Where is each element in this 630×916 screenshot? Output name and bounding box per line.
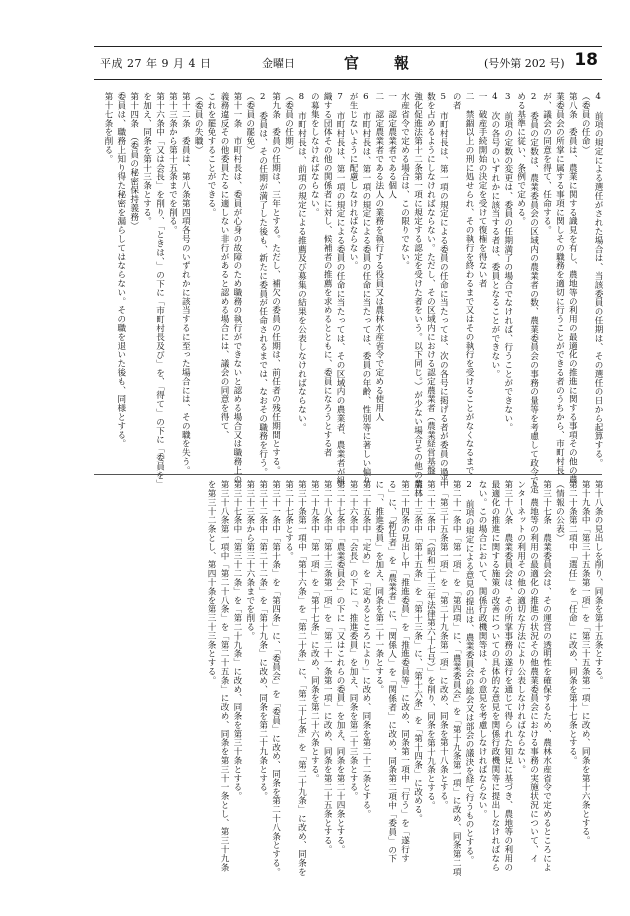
text-column: これを罷免することができる。 bbox=[206, 92, 217, 217]
text-column: 二 禁錮以上の刑に処せられ、その執行を終わるまで又はその執行を受けることがなくなるまで bbox=[464, 92, 475, 475]
text-column: が生じないように配慮しなければならない。 bbox=[348, 92, 358, 270]
text-column: の者 bbox=[451, 92, 462, 110]
tier-divider bbox=[94, 474, 602, 475]
text-column: を第三十二条とし、第四十条を第三十三条とする。 bbox=[206, 480, 217, 685]
text-column: 第二十三条中「第十五条」を「第十三条」に、「第十六条」を「第十四条」に改める。 bbox=[412, 480, 423, 823]
text-column: 第十六条中「又は会長」を削り、「ときは、」の下に「市町村長及び」を、「得て」の下に「委員を」 bbox=[154, 92, 165, 489]
text-column: （委員の任期） bbox=[283, 92, 294, 155]
text-column: 第八条 委員は、農業に関する識見を有し、農地等の利用の最適化の推進に関する事項その他の農 bbox=[567, 92, 578, 484]
text-column: 第三十一条中「第十条」を「第四条」に、「委員会」を「委員」に改め、同条を第二十八条とする。 bbox=[270, 480, 281, 877]
text-column: 数を占めるようにしなければならない。ただし、その区域内における認定農業者（農業経営基盤 bbox=[425, 92, 436, 475]
text-column: 第三十七条 農業委員会は、その運営の透明性を確保するため、農林水産省令で定めるところによ bbox=[541, 480, 552, 872]
text-column: 二 認定農業者である法人の業務を執行する役員又は農林水産省令で定める使用人 bbox=[373, 92, 384, 422]
text-column: ない。この場合において、関係行政機関等は、その意見を考慮しなければならない。 bbox=[477, 480, 487, 819]
header-bottom-rule bbox=[94, 79, 602, 80]
text-column: る」に、「新任者」を「農業者」に、「関係人」を「関係者」に改め、同条第二項中「委員」の下 bbox=[386, 480, 397, 863]
text-column: 2 委員は、その任期が満了した後も、新たに委員が任命されるまでは、なおその職務を行う。 bbox=[257, 92, 268, 477]
text-column: 3 前項の定数の変更は、委員の任期満了の場合でなければ、行うことができない。 bbox=[502, 92, 513, 432]
text-column: が、議会の同意を得て、任命する。 bbox=[541, 92, 552, 235]
text-column: 第二十二条中「（昭和三十三年法律第六十七号）」を削り、同条を第十九条とする。 bbox=[425, 480, 436, 810]
text-column: （委員の任命） bbox=[580, 92, 591, 155]
text-column: の募集をしなければならない。 bbox=[309, 92, 320, 217]
text-column: 第二十一条中「第一項」を「第四項」に、「農業委員会」を「第十九条第一項」に改め、同条第二項 bbox=[451, 480, 462, 877]
text-column: 織する団体その他の関係者に対し、候補者の推薦を求めるとともに、委員になろうとする者 bbox=[322, 92, 333, 457]
issue-weekday: 金曜日 bbox=[262, 57, 295, 70]
page-header bbox=[94, 46, 602, 80]
text-column: 第十二条 委員は、第八条第四項各号のいずれかに該当するに至った場合には、その職を失う。 bbox=[180, 92, 191, 475]
lower-tier-text bbox=[94, 480, 602, 900]
text-column: 第二十条第二項中「選任」を「任命」に改め、同条を第十七条とする。 bbox=[567, 480, 578, 765]
text-column: 強化促進法第十二条第一項に規定する認定を受けた者をいう。以下同じ。）が少ない場合その他の農林 bbox=[412, 92, 423, 498]
text-column: 第三十二条中「第二十二条」を「第十九条」に改め、同条を第二十九条とする。 bbox=[257, 480, 268, 801]
text-column: 第十三条から第十五条までを削る。 bbox=[167, 92, 178, 235]
text-column: 第二十九条中「第一項」を「第十七条」に改め、同条を第二十六条とする。 bbox=[309, 480, 320, 783]
text-column: 第三十七条中「第三十二条」を「第二十九条」に改め、同条を第三十条とする。 bbox=[231, 480, 242, 801]
text-column: （委員の罷免） bbox=[244, 92, 255, 155]
text-column: （委員の失職） bbox=[193, 92, 204, 155]
text-column: 第十九条中「第三十五条第一項」を「第三十五条第一項」に改め、同条を第十六条とする。 bbox=[580, 480, 591, 845]
text-column: 4 次の各号のいずれかに該当する者は、委員となることができない。 bbox=[489, 92, 500, 379]
text-column: 業委員会の所掌に属する事項に関しその職務を適切に行うことができる者のうちから、市町村長 bbox=[554, 92, 565, 475]
text-column: 4 前項の規定による選任がされた場合は、当該委員の任期は、その選任の日から起算する。 bbox=[593, 92, 604, 468]
header-top-rule bbox=[94, 46, 602, 47]
issue-date: 平成 27 年 9 月 4 日 bbox=[100, 57, 212, 70]
text-column: 第九条 委員の任期は、三年とする。ただし、補欠の委員の任期は、前任者の残任期間とする。 bbox=[270, 92, 281, 475]
text-column: 第二十六条中「会長」の下に「、推進委員」を加え、同条を第二十三条とする。 bbox=[348, 480, 358, 801]
text-column: 2 委員の定数は、農業委員会の区域内の農業者の数、農業委員会の事務の量等を考慮して政令で定 bbox=[528, 92, 539, 494]
text-column: 水産省令で定める場合は、この限りでない。 bbox=[399, 92, 410, 270]
gazette-title: 官 報 bbox=[344, 54, 420, 72]
text-column: 第二十五条中「定め」を「定めるところにより」に改め、同条を第二十二条とする。 bbox=[360, 480, 371, 819]
issue-number: (号外第 202 号) bbox=[484, 57, 565, 70]
text-column: 8 市町村長は、前項の規定による推薦及び募集の結果を公表しなければならない。 bbox=[296, 92, 307, 432]
text-column: 第三十三条から第三十六条までを削る。 bbox=[244, 480, 255, 641]
upper-tier-text bbox=[94, 92, 604, 498]
text-column: 第十四条 （委員の秘密保持義務） bbox=[128, 92, 139, 231]
text-column: 第三十八条第一項中「第二十八条」を「第二十五条」に改め、同条を第三十一条とし、第三十九条 bbox=[219, 480, 229, 872]
text-column: を加え、同条を第十三条とする。 bbox=[141, 92, 152, 226]
text-column: 2 前項の規定による意見の提出は、農業委員会の総会又は部会の議決を経て行うものとする。 bbox=[464, 480, 475, 865]
text-column: 中「第三十五条第一項」を「第二十九条第一項」に改め、同条を第十八条とする。 bbox=[438, 480, 449, 810]
text-column: 第二十七条とする。 bbox=[283, 480, 294, 561]
text-column: 第二十八条中「第十三条第一項」を「第二十一条第一項」に改め、同条を第二十五条とする。 bbox=[322, 480, 333, 854]
text-column: 義務違反その他委員たるに適しない非行があると認める場合には、議会の同意を得て、 bbox=[219, 92, 229, 440]
text-column: 一 破産手続開始の決定を受けて復権を得ない者 bbox=[477, 92, 487, 288]
text-column: 第三十条第一項中「第十六条」を「第二十条」に、「第二十七条」を「第二十九条」に改め、同条を bbox=[296, 480, 307, 877]
text-column: 第二十七条中「農業委員会」の下に「又はこれらの委員」を加え、同条を第二十四条とする。 bbox=[335, 480, 346, 854]
text-column: 5 市町村長は、第一項の規定による委員の任命に当たっては、次の各号に掲げる者が委員の過半 bbox=[438, 92, 449, 485]
text-column: 第三十八条 農業委員会は、その所掌事務の遂行を通じて得られた知見に基づき、農地等の利用の bbox=[502, 480, 513, 872]
text-column: り、農地等の利用の最適化の推進の状況その他農業委員会における事務の実施状況について、イ bbox=[528, 480, 539, 863]
text-column: に「、推進委員」を加え、同条を第二十一条とする。 bbox=[373, 480, 384, 694]
text-column: 一 認定農業者である個人 bbox=[386, 92, 397, 199]
text-column: （情報の公表） bbox=[554, 480, 565, 543]
text-column: 最適化の推進に関する施策の改善についての具体的な意見を関係行政機関等に提出しなければなら bbox=[489, 480, 500, 872]
text-column: める基準に従い、条例で定める。 bbox=[515, 92, 526, 226]
page-number: 18 bbox=[574, 50, 598, 70]
text-column: 委員は、職務上知り得た秘密を漏らしてはならない。その職を退いた後も、同様とする。 bbox=[115, 92, 126, 448]
text-column: 第二十四条の見出し中「推進委員」を「推進委員等」に改め、同条第一項中「行う」を「遂行す bbox=[399, 480, 410, 863]
text-column: 第十七条を削る。 bbox=[102, 92, 113, 164]
text-column: 6 市町村長は、第一項の規定による委員の任命に当たっては、委員の年齢、性別等に著しい偏り bbox=[360, 92, 371, 485]
text-column: ンターネットの利用その他の適切な方法により公表しなければならない。 bbox=[515, 480, 526, 774]
text-column: 第十一条 市町村長は、委員が心身の故障のため職務の執行ができないと認める場合又は職務上の bbox=[231, 92, 242, 484]
text-column: 第十八条の見出しを削り、同条を第十五条とする。 bbox=[593, 480, 604, 685]
text-column: 7 市町村長は、第一項の規定による委員の任命に当たっては、その区域内の農業者、農業者が組 bbox=[335, 92, 346, 485]
